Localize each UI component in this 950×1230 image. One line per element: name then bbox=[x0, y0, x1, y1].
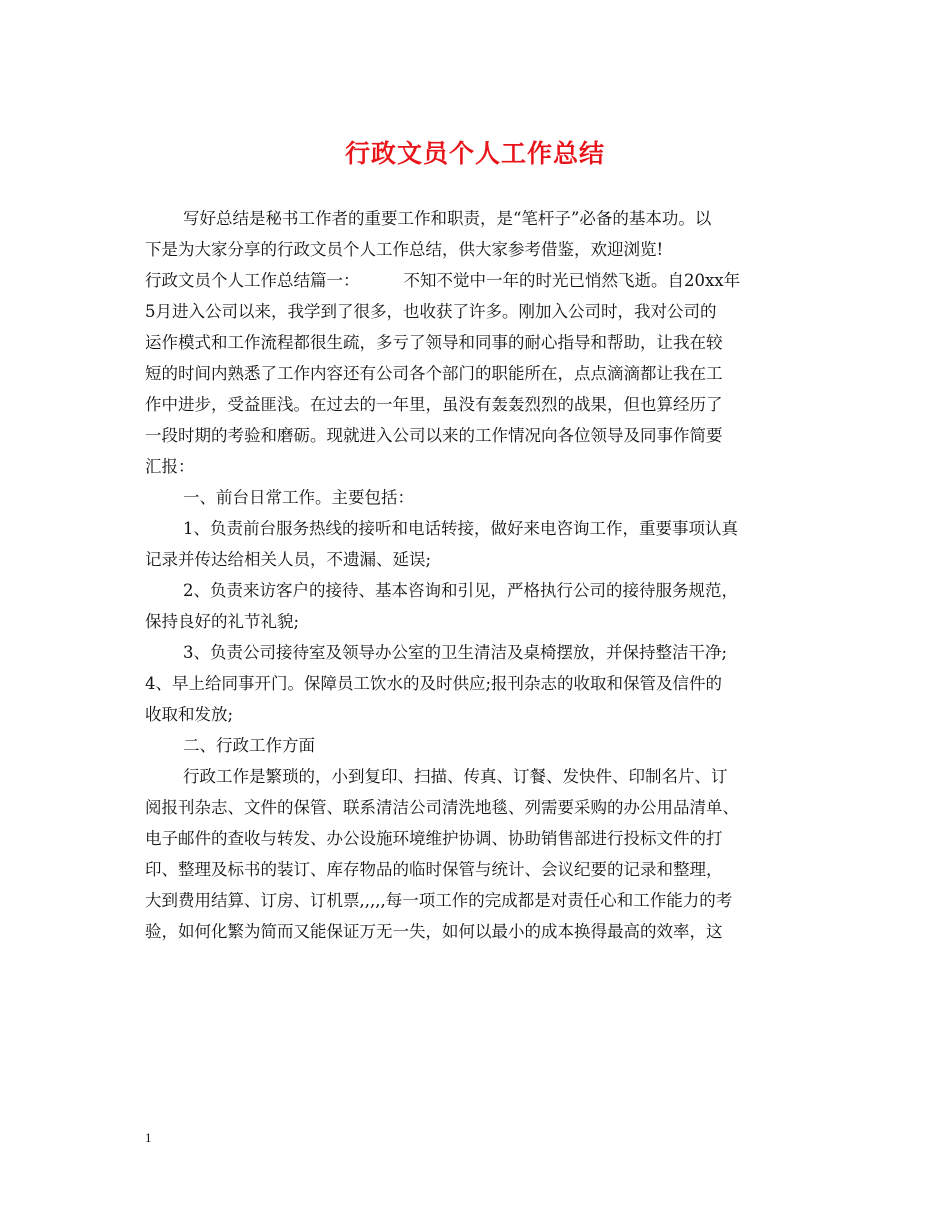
paragraph-line: 行政工作是繁琐的，小到复印、扫描、传真、订餐、发快件、印制名片、订 bbox=[183, 767, 728, 786]
paragraph-line: 短的时间内熟悉了工作内容还有公司各个部门的职能所在，点点滴滴都让我在工 bbox=[145, 364, 723, 383]
paragraph-line: 印、整理及标书的装订、库存物品的临时保管与统计、会议纪要的记录和整理， bbox=[145, 860, 723, 879]
paragraph-line: 一、前台日常工作。主要包括： bbox=[183, 488, 414, 507]
paragraph-line: 阅报刊杂志、文件的保管、联系清洁公司清洗地毯、列需要采购的办公用品清单、 bbox=[145, 798, 739, 817]
paragraph-line: 记录并传达给相关人员，不遗漏、延误; bbox=[145, 550, 432, 569]
document-body bbox=[145, 203, 815, 947]
paragraph-line: 电子邮件的查收与转发、办公设施环境维护协调、协助销售部进行投标文件的打 bbox=[145, 829, 723, 848]
paragraph-line bbox=[145, 265, 815, 296]
paragraph-line: 3、负责公司接待室及领导办公室的卫生清洁及桌椅摆放，并保持整洁干净; bbox=[183, 643, 728, 662]
paragraph-line: 1、负责前台服务热线的接听和电话转接，做好来电咨询工作，重要事项认真 bbox=[183, 519, 738, 538]
page-number: 1 bbox=[145, 1130, 152, 1145]
paragraph-line: 写好总结是秘书工作者的重要工作和职责，是“笔杆子”必备的基本功。以 bbox=[183, 209, 712, 228]
paragraph-line: 2、负责来访客户的接待、基本咨询和引见，严格执行公司的接待服务规范， bbox=[183, 581, 738, 600]
paragraph-line: 下是为大家分享的行政文员个人工作总结，供大家参考借鉴，欢迎浏览! bbox=[145, 240, 664, 259]
paragraph-line: 汇报： bbox=[145, 457, 195, 476]
paragraph-line: 运作模式和工作流程都很生疏，多亏了领导和同事的耐心指导和帮助，让我在较 bbox=[145, 333, 723, 352]
paragraph-line: 保持良好的礼节礼貌; bbox=[145, 612, 300, 631]
paragraph-line: 作中进步，受益匪浅。在过去的一年里，虽没有轰轰烈烈的战果，但也算经历了 bbox=[145, 395, 723, 414]
paragraph-line: 验，如何化繁为简而又能保证万无一失，如何以最小的成本换得最高的效率，这 bbox=[145, 922, 723, 941]
paragraph-line: 二、行政工作方面 bbox=[183, 736, 315, 755]
document-title: 行政文员个人工作总结 bbox=[344, 139, 605, 168]
section-heading: 行政文员个人工作总结篇一： bbox=[145, 271, 360, 290]
paragraph-line: 5月进入公司以来，我学到了很多，也收获了许多。刚加入公司时，我对公司的 bbox=[145, 302, 717, 321]
paragraph-line: 一段时期的考验和磨砺。现就进入公司以来的工作情况向各位领导及同事作简要 bbox=[145, 426, 723, 445]
paragraph-line: 收取和发放; bbox=[145, 705, 234, 724]
paragraph-text: 不知不觉中一年的时光已悄然飞逝。自20xx年 bbox=[403, 271, 741, 290]
paragraph-line: 大到费用结算、订房、订机票,,,,,每一项工作的完成都是对责任心和工作能力的考 bbox=[145, 891, 733, 910]
paragraph-line: 4、早上给同事开门。保障员工饮水的及时供应;报刊杂志的收取和保管及信件的 bbox=[145, 674, 723, 693]
